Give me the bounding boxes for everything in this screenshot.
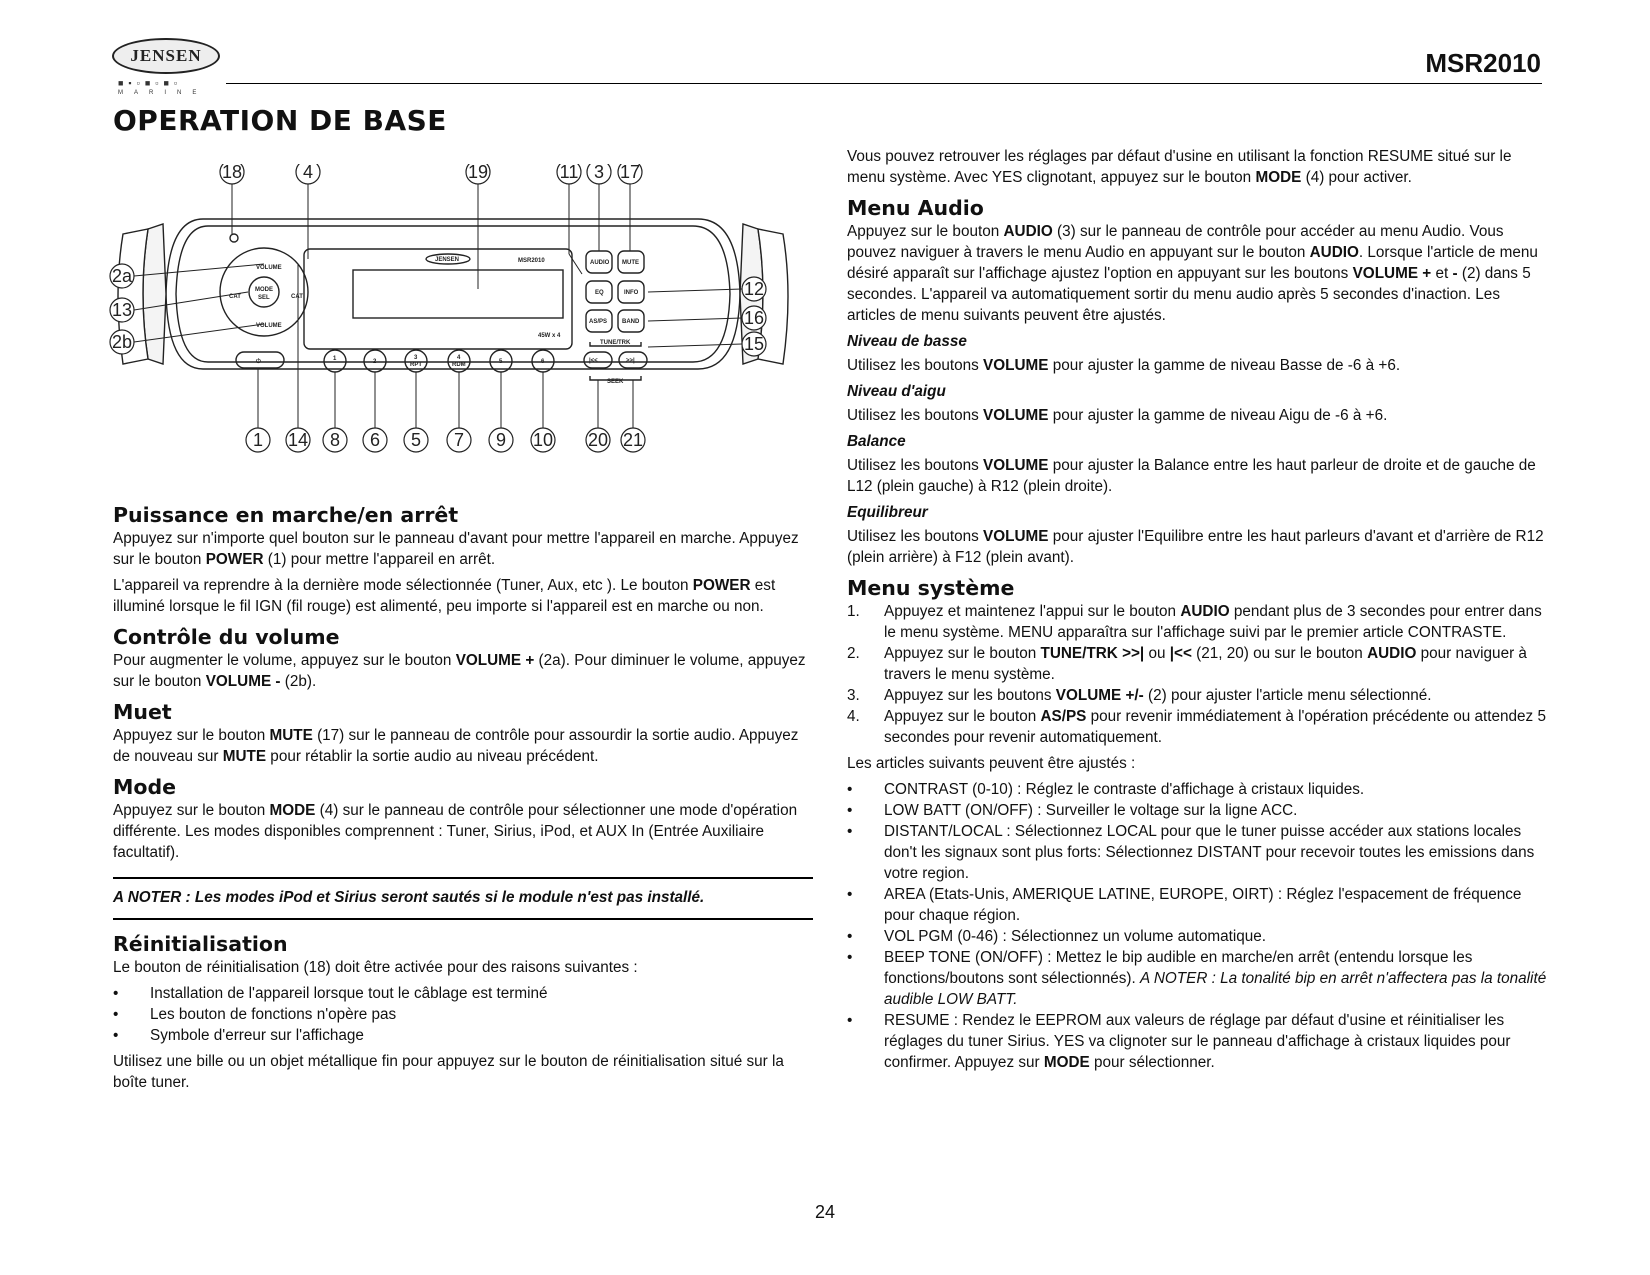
preset-3-label: 3 (414, 355, 418, 361)
reset-hole (230, 234, 238, 242)
reset-outro: Utilisez une bille ou un objet métallique fin pour appuyez sur le bouton de réinitialisation situé sur la boîte tuner. (113, 1053, 784, 1091)
resume-intro: Vous pouvez retrouver les réglages par défaut d'usine en utilisant la fonction RESUME situé sur le menu système. Avec YES clignotant, appuyez sur le bouton MODE (4) pour activer. (847, 148, 1512, 186)
preset-5-label: 5 (499, 359, 503, 365)
mute-paragraph: Appuyez sur le bouton MUTE (17) sur le panneau de contrôle pour assourdir la sortie audio. Appuyez de nouveau sur MUTE pour rétablir la sortie audio au niveau précédent. (113, 727, 799, 765)
header-rule (226, 83, 1542, 84)
preset-2-label: 2 (373, 359, 377, 365)
list-item: 1. Appuyez et maintenez l'appui sur le bouton AUDIO pendant plus de 3 secondes pour entrer dans le menu système. MENU apparaîtra sur l'affichage suivi par le premier article CONTRASTE. (847, 603, 1542, 641)
reset-heading: Réinitialisation (113, 932, 288, 956)
callout-7: 7 (453, 430, 465, 450)
callout-15: 15 (743, 334, 765, 354)
list-item: • LOW BATT (ON/OFF) : Surveiller le voltage sur la ligne ACC. (847, 802, 1298, 819)
reset-reasons-list (113, 983, 813, 1046)
balance-title: Balance (847, 433, 906, 450)
callout-6: 6 (369, 430, 381, 450)
logo-marine: MARINE (118, 90, 208, 96)
fader-title: Equilibreur (847, 504, 928, 521)
volume-plus-label: VOLUME (256, 265, 282, 271)
preset-6-label: 6 (541, 359, 545, 365)
callout-11: 11 (559, 164, 579, 182)
display-model-label: MSR2010 (518, 258, 545, 264)
callout-5: 5 (410, 430, 422, 450)
audio-label: AUDIO (590, 260, 610, 266)
display-brand-label: JENSEN (435, 257, 460, 263)
callout-2b: 2b (111, 332, 133, 352)
jensen-logo (112, 38, 220, 96)
tune-trk-label: TUNE/TRK (600, 340, 631, 346)
adjust-intro: Les articles suivants peuvent être ajustés : (847, 755, 1136, 772)
audio-menu-paragraph: Appuyez sur le bouton AUDIO (3) sur le panneau de contrôle pour accéder au menu Audio. Vous pouvez naviguer à travers le menu Audio en appuyant sur le bouton AUDIO. Lorsque l'article de menu désiré apparaît sur l'affichage ajustez l'option en appuyant sur les boutons VOLUME + et - (2) dans 5 secondes. L'appareil va automatiquement sortir du menu audio après 5 secondes d'inaction. Les articles de menu suivants peuvent être ajustés. (847, 223, 1538, 324)
callout-10: 10 (532, 430, 554, 450)
preset-4-label: 4 (457, 355, 461, 361)
fader-paragraph: Utilisez les boutons VOLUME pour ajuster l'Equilibre entre les haut parleurs d'avant et d'arrière de R12 (plein arrière) à F12 (plein avant). (847, 528, 1544, 566)
ipod-sirius-note: A NOTER : Les modes iPod et Sirius seront sautés si le module n'est pas installé. (113, 877, 813, 920)
list-item: • CONTRAST (0-10) : Réglez le contraste d'affichage à cristaux liquides. (847, 781, 1365, 798)
radio-front-panel-diagram (108, 164, 808, 484)
callout-13: 13 (111, 300, 133, 320)
mute-heading: Muet (113, 700, 172, 724)
callout-8: 8 (329, 430, 341, 450)
power-paragraph-1: Appuyez sur n'importe quel bouton sur le panneau d'avant pour mettre l'appareil en marche. Appuyez sur le bouton POWER (1) pour mettre l'appareil en arrêt. (113, 530, 799, 568)
callout-1: 1 (252, 430, 264, 450)
callout-14: 14 (287, 430, 309, 450)
mode-paragraph: Appuyez sur le bouton MODE (4) sur le panneau de contrôle pour sélectionner une mode d'opération différente. Les modes disponibles comprennent : Tuner, Sirius, iPod, et AUX In (Entrée Auxiliaire facultatif). (113, 802, 798, 861)
callout-21: 21 (622, 430, 644, 450)
list-item: • AREA (Etats-Unis, AMERIQUE LATINE, EUROPE, OIRT) : Réglez l'espacement de fréquence pour chaque région. (847, 886, 1522, 924)
audio-menu-heading: Menu Audio (847, 196, 984, 220)
balance-paragraph: Utilisez les boutons VOLUME pour ajuster la Balance entre les haut parleur de droite et de gauche de L12 (plein gauche) à R12 (plein droite). (847, 457, 1536, 495)
list-item: 4. Appuyez sur le bouton AS/PS pour revenir immédiatement à l'opération précédente ou attendez 5 secondes pour revenir automatiquement. (847, 708, 1546, 746)
rdm-label: RDM (452, 362, 466, 368)
mute-label: MUTE (622, 260, 639, 266)
list-item: 3. Appuyez sur les boutons VOLUME +/- (2) pour ajuster l'article menu sélectionné. (847, 687, 1432, 704)
panel-inner (176, 226, 730, 362)
volume-heading: Contrôle du volume (113, 625, 340, 649)
callout-17: 17 (619, 164, 641, 182)
bass-title: Niveau de basse (847, 333, 967, 350)
mode-label: MODE (255, 287, 273, 293)
treble-title: Niveau d'aigu (847, 383, 946, 400)
list-item: • Installation de l'appareil lorsque tout le câblage est terminé (113, 985, 548, 1002)
display-power-label: 45W x 4 (538, 333, 561, 339)
preset-1-label: 1 (333, 356, 337, 362)
list-item: • VOL PGM (0-46) : Sélectionnez un volume automatique. (847, 928, 1267, 945)
power-icon: ⏻ (256, 359, 261, 365)
lcd-screen (353, 270, 563, 318)
page-number: 24 (814, 1202, 836, 1222)
band-label: BAND (622, 319, 640, 325)
list-item: • BEEP TONE (ON/OFF) : Mettez le bip audible en marche/en arrêt (entendu lorsque les fonctions/boutons sont sélectionnés). A NOTER : La tonalité bip en arrêt n'affectera pas la tonalité audible LOW BATT. (847, 949, 1547, 1008)
bass-paragraph: Utilisez les boutons VOLUME pour ajuster la gamme de niveau Basse de -6 à +6. (847, 357, 1401, 374)
system-steps-list (847, 601, 1547, 748)
treble-paragraph: Utilisez les boutons VOLUME pour ajuster la gamme de niveau Aigu de -6 à +6. (847, 407, 1388, 424)
mode-heading: Mode (113, 775, 177, 799)
info-label: INFO (624, 290, 639, 296)
callout-19: 19 (467, 164, 489, 182)
logo-squares-icon: ■▪▫■▫■▫ (118, 78, 183, 88)
callout-3: 3 (593, 164, 605, 182)
reset-intro: Le bouton de réinitialisation (18) doit être activée pour des raisons suivantes : (113, 959, 638, 976)
callout-4: 4 (302, 164, 314, 182)
prev-track-icon: |<< (589, 358, 598, 364)
list-item: • Les bouton de fonctions n'opère pas (113, 1006, 397, 1023)
volume-paragraph: Pour augmenter le volume, appuyez sur le bouton VOLUME + (2a). Pour diminuer le volume, appuyez sur le bouton VOLUME - (2b). (113, 652, 806, 690)
callout-16: 16 (743, 308, 765, 328)
list-item: • Symbole d'erreur sur l'affichage (113, 1027, 364, 1044)
list-item: • RESUME : Rendez le EEPROM aux valeurs de réglage par défaut d'usine et réinitialiser les réglages du tuner Sirius. YES va clignoter sur le panneau d'affichage à cristaux liquides pour confirmer. Appuyez sur MODE pour sélectionner. (847, 1012, 1511, 1071)
next-track-icon: >>| (626, 358, 635, 364)
page-title: OPERATION DE BASE (113, 104, 447, 137)
callout-18: 18 (221, 164, 243, 182)
rpt-label: RPT (410, 362, 422, 368)
cat-right-label: CAT (291, 294, 303, 300)
cat-left-label: CAT (229, 294, 241, 300)
volume-minus-label: VOLUME (256, 323, 282, 329)
power-paragraph-2: L'appareil va reprendre à la dernière mode sélectionnée (Tuner, Aux, etc ). Le bouton POWER est illuminé lorsque le fil IGN (fil rouge) est alimenté, peu importe si l'appareil est en marche ou non. (113, 577, 776, 615)
callout-9: 9 (495, 430, 507, 450)
system-menu-heading: Menu système (847, 576, 1015, 600)
seek-label: SEEK (607, 379, 624, 385)
callout-12: 12 (743, 279, 765, 299)
callout-2a: 2a (111, 266, 133, 286)
power-heading: Puissance en marche/en arrêt (113, 503, 459, 527)
list-item: • DISTANT/LOCAL : Sélectionnez LOCAL pour que le tuner puisse accéder aux stations locales don't les signaux sont plus forts: Sélectionnez DISTANT pour recevoir toutes les emissions dans votre region. (847, 823, 1535, 882)
eq-label: EQ (595, 290, 604, 296)
sel-label: SEL (258, 295, 270, 301)
callout-20: 20 (587, 430, 609, 450)
list-item: 2. Appuyez sur le bouton TUNE/TRK >>| ou |<< (21, 20) ou sur le bouton AUDIO pour naviguer à travers le menu système. (847, 645, 1527, 683)
system-items-list (847, 779, 1547, 1073)
right-column (847, 146, 1547, 1078)
left-column (113, 505, 813, 1098)
model-number: MSR2010 (1425, 48, 1541, 78)
asps-label: AS/PS (589, 319, 608, 325)
logo-wordmark: JENSEN (112, 38, 220, 74)
